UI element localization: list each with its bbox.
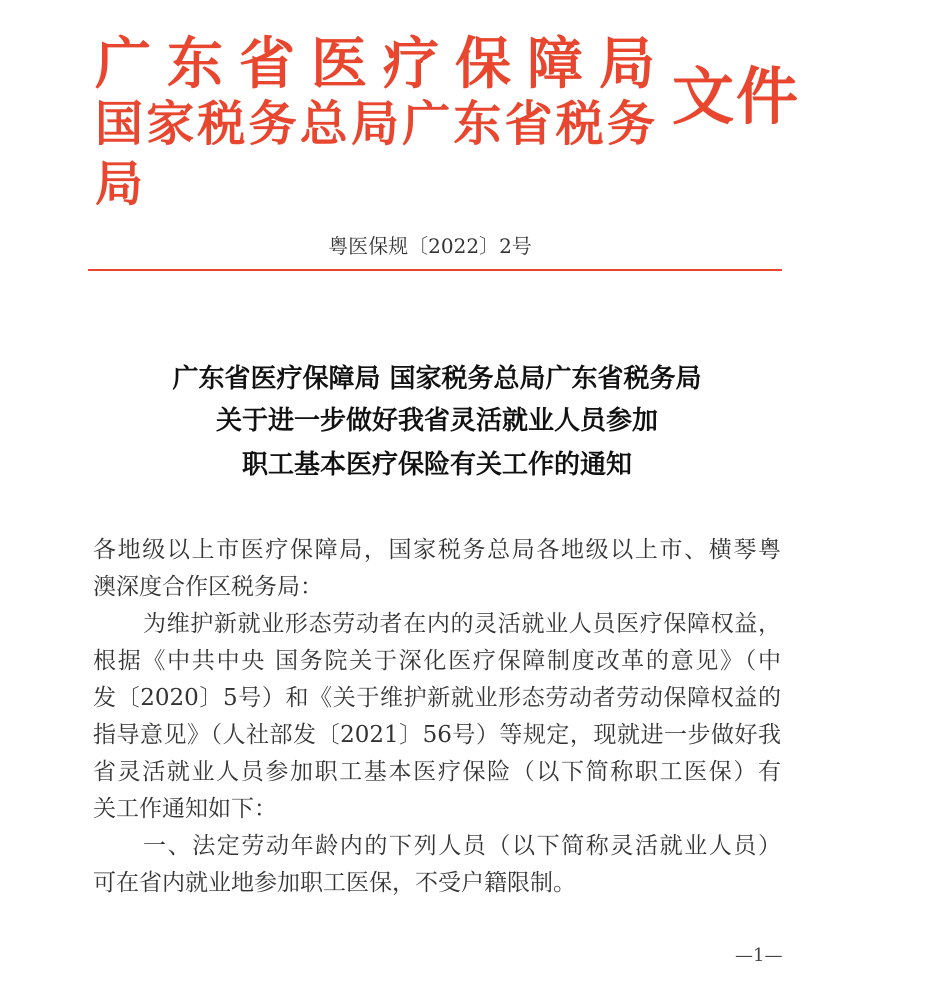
body-line: 关工作通知如下： — [93, 796, 277, 822]
title-line-1: 广东省医疗保障局 国家税务总局广东省税务局 — [172, 364, 702, 394]
page-number: —1— — [735, 945, 783, 966]
document-body — [93, 532, 781, 902]
title-line-2: 关于进一步做好我省灵活就业人员参加 — [215, 406, 658, 436]
body-line: 一、法定劳动年龄内的下列人员（以下简称灵活就业人员） — [143, 833, 781, 859]
body-line: 省灵活就业人员参加职工基本医疗保险（以下简称职工医保）有 — [93, 759, 781, 785]
body-line: 发〔2020〕5号）和《关于维护新就业形态劳动者劳动保障权益的 — [93, 685, 781, 711]
issuer-line-1: 广东省医疗保障局 — [95, 31, 655, 97]
document-number: 粤医保规〔2022〕2号 — [328, 234, 532, 258]
body-line: 可在省内就业地参加职工医保，不受户籍限制。 — [93, 870, 576, 896]
title-line-3: 职工基本医疗保险有关工作的通知 — [241, 450, 632, 480]
body-line: 指导意见》（人社部发〔2021〕56号）等规定，现就进一步做好我 — [93, 722, 781, 748]
body-line: 澳深度合作区税务局： — [93, 574, 323, 600]
document-suffix: 文件 — [672, 60, 801, 133]
body-line: 各地级以上市医疗保障局，国家税务总局各地级以上市、横琴粤 — [93, 537, 781, 563]
red-divider — [88, 269, 782, 271]
issuer-line-2: 国家税务总局广东省税务局 — [95, 96, 655, 212]
body-line: 为维护新就业形态劳动者在内的灵活就业人员医疗保障权益， — [143, 611, 781, 637]
body-line: 根据《中共中央 国务院关于深化医疗保障制度改革的意见》（中 — [93, 648, 781, 674]
